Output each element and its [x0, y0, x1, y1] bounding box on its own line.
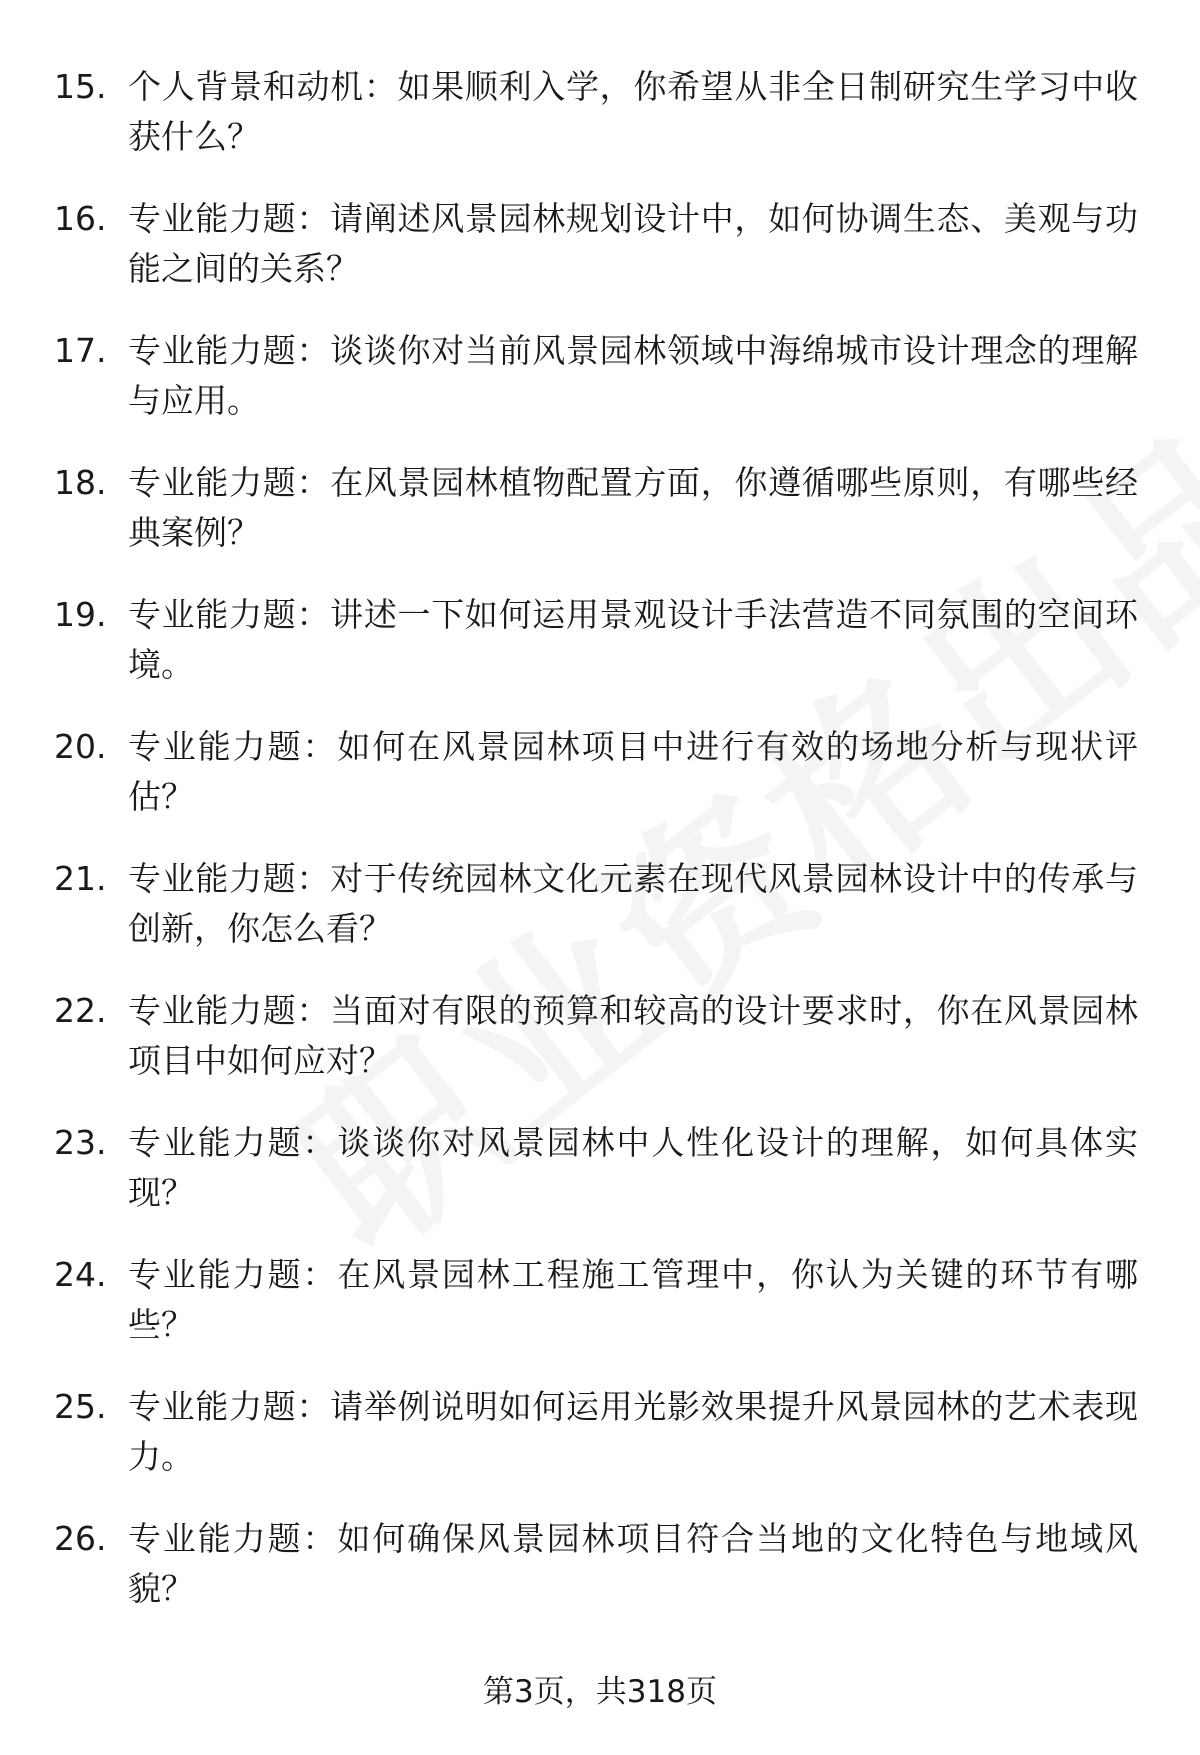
question-number: 23. — [54, 1123, 107, 1162]
question-item — [0, 722, 1200, 854]
question-item — [0, 194, 1200, 326]
question-number: 25. — [54, 1387, 107, 1426]
question-item — [0, 458, 1200, 590]
question-number: 22. — [54, 991, 107, 1030]
question-item — [0, 1118, 1200, 1250]
question-item — [0, 1382, 1200, 1514]
question-number: 19. — [54, 595, 107, 634]
question-text: 专业能力题：在风景园林植物配置方面，你遵循哪些原则，有哪些经典案例？ — [128, 463, 1138, 552]
question-number: 20. — [54, 727, 107, 766]
page-footer: 第3页，共318页 — [483, 1674, 717, 1710]
question-item — [0, 326, 1200, 458]
question-number: 18. — [54, 463, 107, 502]
question-text: 专业能力题：如何确保风景园林项目符合当地的文化特色与地域风貌？ — [128, 1519, 1138, 1608]
question-text: 专业能力题：对于传统园林文化元素在现代风景园林设计中的传承与创新，你怎么看？ — [128, 859, 1138, 948]
question-text: 专业能力题：如何在风景园林项目中进行有效的场地分析与现状评估？ — [128, 727, 1138, 816]
question-text: 专业能力题：讲述一下如何运用景观设计手法营造不同氛围的空间环境。 — [128, 595, 1138, 684]
question-text: 专业能力题：当面对有限的预算和较高的设计要求时，你在风景园林项目中如何应对？ — [128, 991, 1138, 1080]
question-number: 24. — [54, 1255, 107, 1294]
question-item — [0, 986, 1200, 1118]
question-item — [0, 1514, 1200, 1646]
question-item — [0, 590, 1200, 722]
question-item — [0, 1250, 1200, 1382]
question-text: 专业能力题：在风景园林工程施工管理中，你认为关键的环节有哪些？ — [128, 1255, 1138, 1344]
question-number: 15. — [54, 67, 107, 106]
question-number: 26. — [54, 1519, 107, 1558]
question-text: 专业能力题：请举例说明如何运用光影效果提升风景园林的艺术表现力。 — [128, 1387, 1138, 1476]
question-item — [0, 62, 1200, 194]
question-text: 专业能力题：谈谈你对当前风景园林领域中海绵城市设计理念的理解与应用。 — [128, 331, 1138, 420]
question-text: 个人背景和动机：如果顺利入学，你希望从非全日制研究生学习中收获什么？ — [128, 67, 1138, 156]
question-text: 专业能力题：谈谈你对风景园林中人性化设计的理解，如何具体实现？ — [128, 1123, 1138, 1212]
question-number: 21. — [54, 859, 107, 898]
question-item — [0, 854, 1200, 986]
question-text: 专业能力题：请阐述风景园林规划设计中，如何协调生态、美观与功能之间的关系？ — [128, 199, 1138, 288]
question-number: 17. — [54, 331, 107, 370]
question-list — [0, 62, 1200, 1646]
question-number: 16. — [54, 199, 107, 238]
